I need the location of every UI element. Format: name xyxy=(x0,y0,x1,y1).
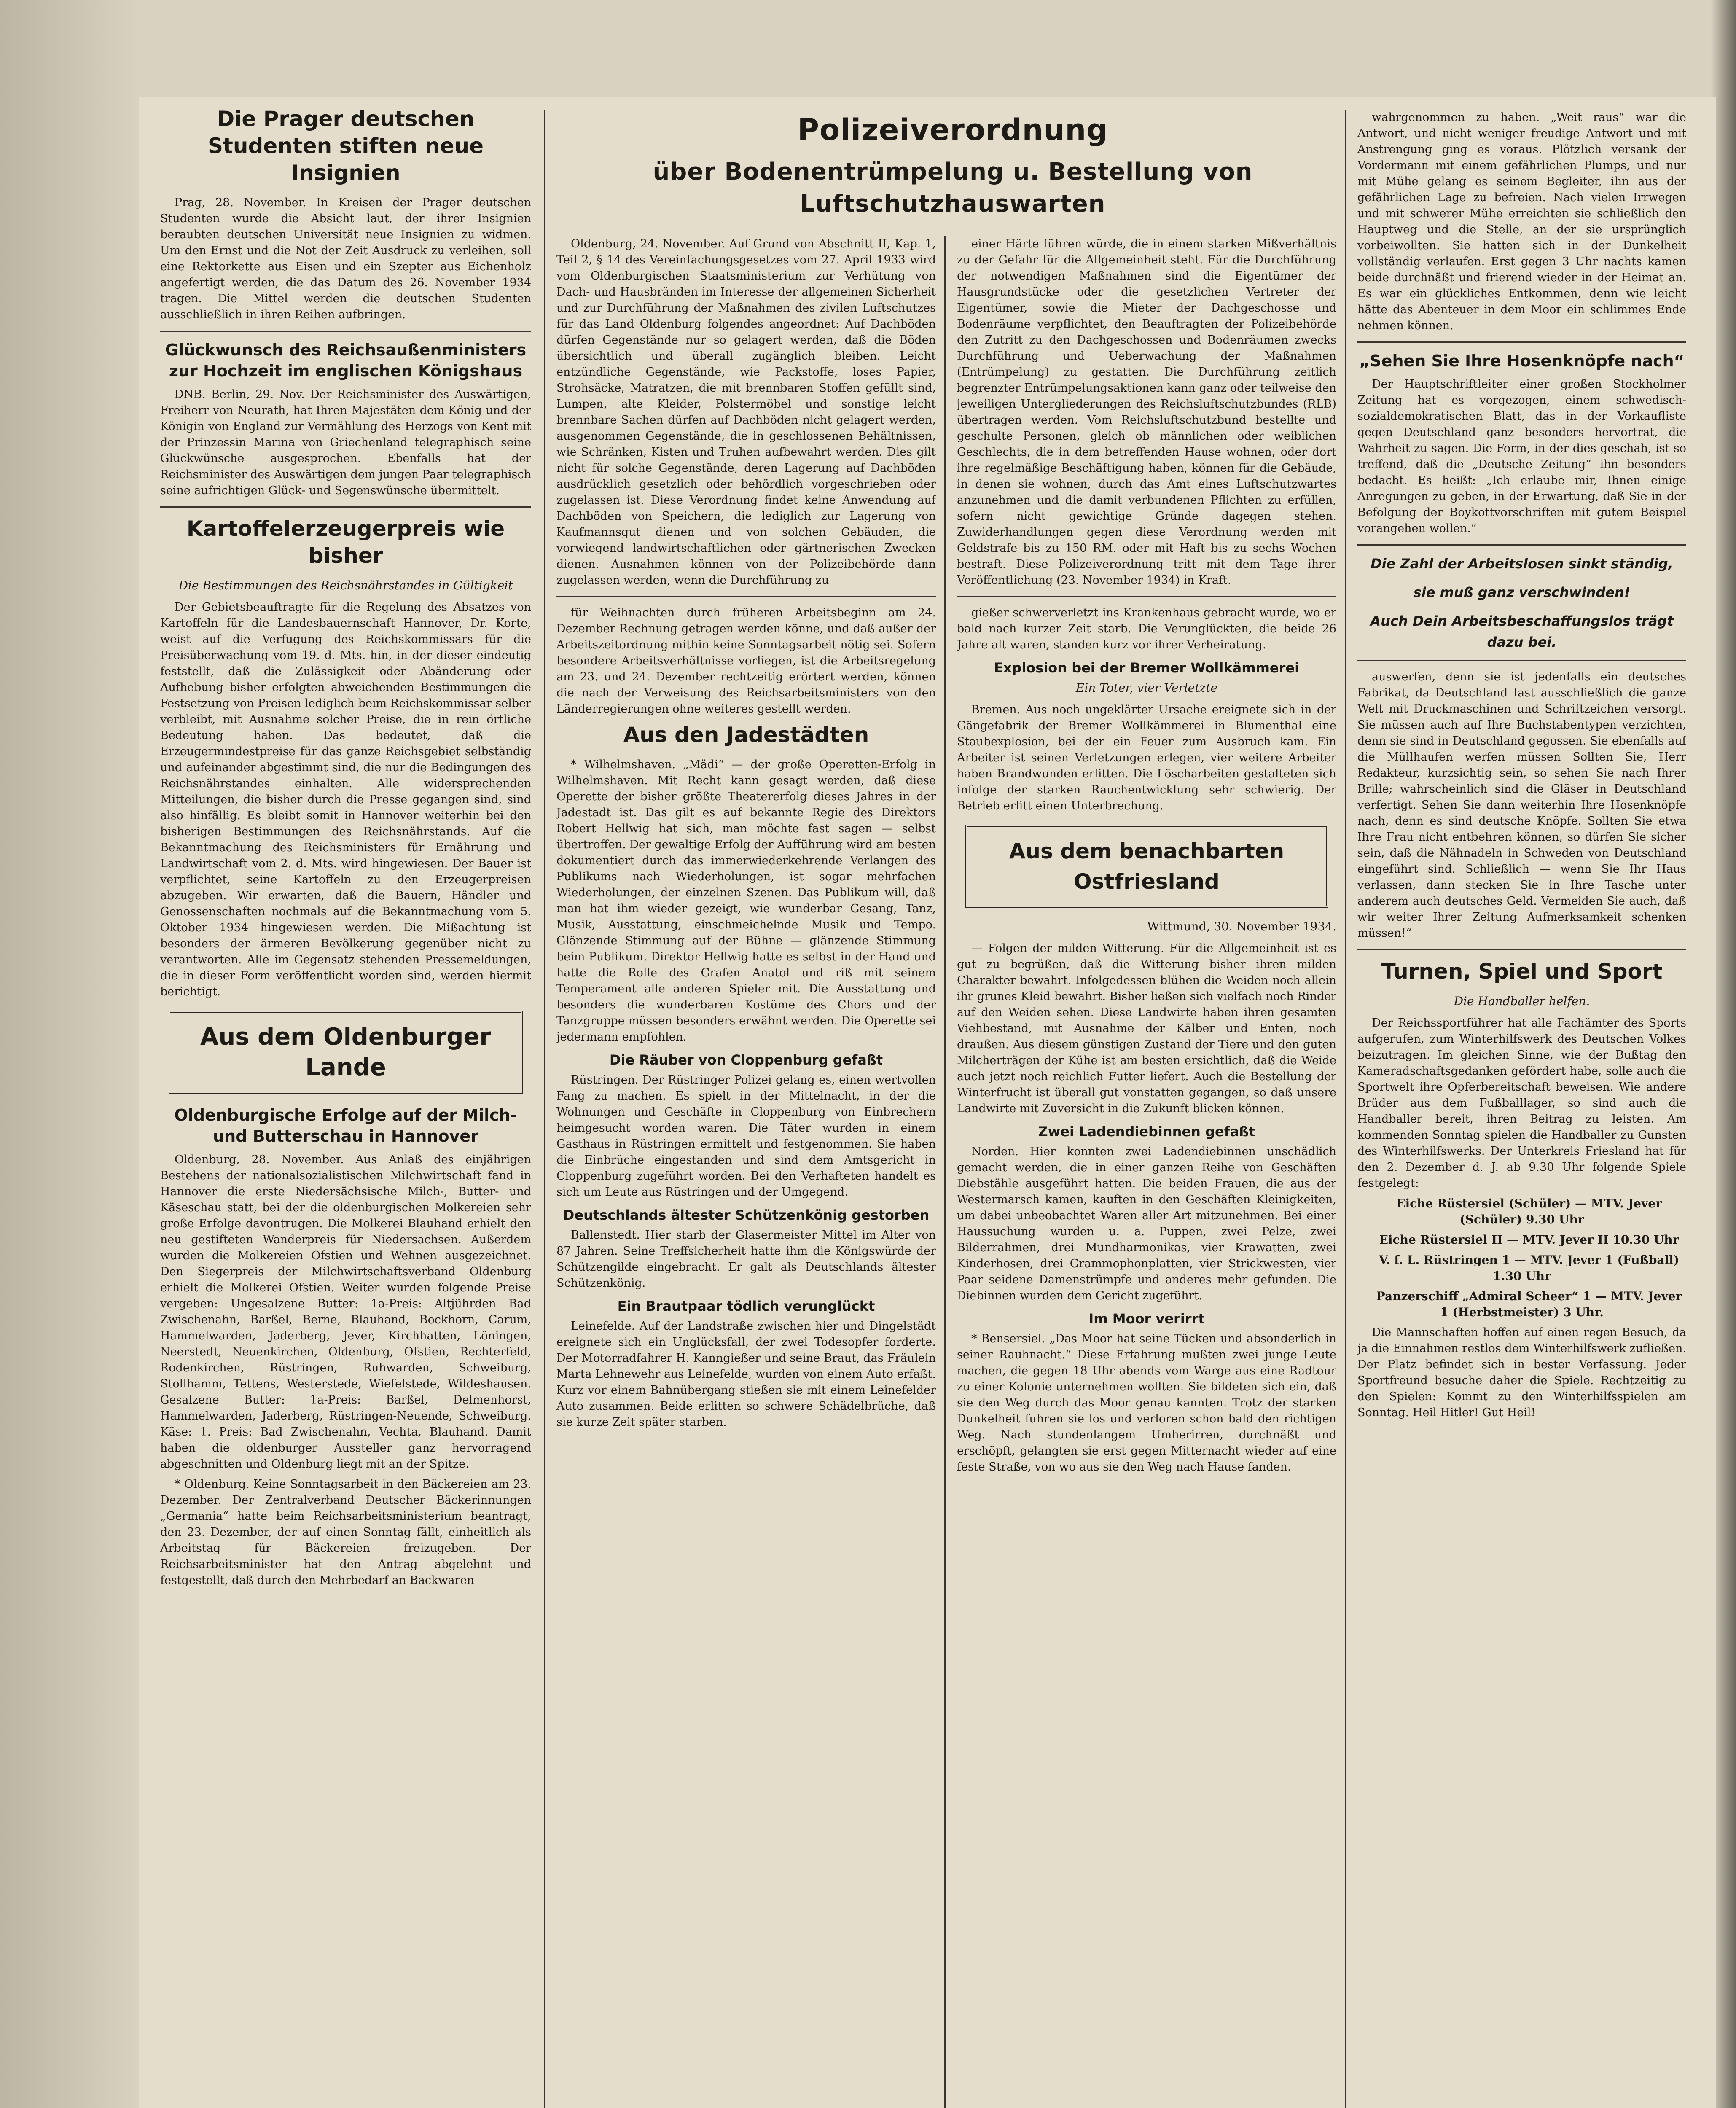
article-text: Der Hauptschriftleiter einer großen Stockholmer Zeitung hat es vorgezogen, einem schwedisch-sozialdemokratischen Blatt, das in der Vorkaufliste gegen Deutschland ganz besonders hervortrat, die Wahrheit zu sagen. Die Form, in der dies geschah, ist so treffend, daß die „Deutsche Zeitung“ ihn besonders bedacht. Es heißt: „Ich erlaube mir, Ihnen einige Anregungen zu geben, in der Erwartung, daß Sie in der Befolgung der Boykottvorschriften mit gutem Beispiel vorangehen wollen.“ xyxy=(1357,378,1686,535)
section-box-title: Aus dem benachbarten Ostfriesland xyxy=(965,825,1328,908)
match-schedule-line: Eiche Rüstersiel (Schüler) — MTV. Jever (Schüler) 9.30 Uhr xyxy=(1396,1197,1662,1226)
divider xyxy=(1357,949,1686,950)
article-text: Prag, 28. November. In Kreisen der Prager deutschen Studenten wurde die Absicht laut, der ihrer Insignien beraubten deutschen Universität neue Insignien zu widmen. Um den Ernst und die Not der Zeit Ausdruck zu verleihen, soll eine Rektorkette aus Eisen und ein Szepter aus Eichenholz angefertigt werden, die das Datum des 26. November 1934 tragen. Die Mittel werden die deutschen Studenten ausschließlich in ihren Reihen aufbringen. xyxy=(160,196,531,321)
column-1 xyxy=(160,101,531,2108)
banner-title-line-1: Polizeiverordnung xyxy=(797,113,1108,147)
column-rule xyxy=(944,236,946,2108)
callout-line: Auch Dein Arbeitsbeschaffungslos trägt dazu bei. xyxy=(1370,613,1674,650)
divider xyxy=(160,506,531,508)
article-text: Leinefelde. Auf der Landstraße zwischen hier und Dingelstädt ereignete sich ein Unglücksfall, der zwei Todesopfer forderte. Der Motorradfahrer H. Kanngießer und seine Braut, das Fräulein Marta Lehnewehr aus Leinefelde, wurden von einem Auto erfaßt. Kurz vor einem Bahnübergang stießen sie mit einem Leinefelder Auto zusammen. Beide erlitten so schwere Schädelbrüche, daß sie kurze Zeit später starben. xyxy=(556,1320,936,1429)
article-title: Oldenburgische Erfolge auf der Milch- und Butterschau in Hannover xyxy=(174,1106,517,1145)
column-3 xyxy=(957,236,1336,2108)
article-text: * Bensersiel. „Das Moor hat seine Tücken und absonderlich in seiner Rauhnacht.“ Diese Erfahrung mußten zwei junge Leute machen, die gegen 18 Uhr abends vom Warge aus eine Radtour zu einer Kolonie unternehmen wollten. Sie bildeten sich ein, daß sie den Weg durch das Moor genau kannten. Trotz der starken Dunkelheit fuhren sie los und verloren schon bald den richtigen Weg. Nach stundenlangem Umherirren, durchnäßt und erschöpft, gelangten sie erst gegen Mitternacht wieder auf eine feste Straße, von wo aus sie den Weg nach Hause fanden. xyxy=(957,1332,1336,1473)
article-text: — Folgen der milden Witterung. Für die Allgemeinheit ist es gut zu begrüßen, daß die Witterung bisher ihren milden Charakter bewahrt. Infolgedessen blühen die Weiden noch allein ihr grünes Kleid bewahrt. Bisher ließen sich vielfach noch Rinder auf den Weiden sehen. Diese Landwirte haben ihren gesamten Viehbestand, mit Ausnahme der Kälber und Enten, noch draußen. Aus diesem günstigen Zustand der Tiere und den guten Milcherträgen der Kühe ist am besten ersichtlich, daß die Weide auch jetzt noch reichlich Futter liefert. Auch die Bestellung der Winterfrucht ist überall gut vonstatten gegangen, so daß unsere Landwirte mit Zuversicht in die Zukunft blicken können. xyxy=(957,942,1336,1115)
article-title: Die Prager deutschen Studenten stiften neue Insignien xyxy=(207,107,484,185)
section-title: Turnen, Spiel und Sport xyxy=(1381,959,1663,984)
page-binding-shadow xyxy=(0,0,139,2108)
divider xyxy=(957,596,1336,597)
match-schedule-line: Eiche Rüstersiel II — MTV. Jever II 10.30 Uhr xyxy=(1379,1233,1679,1247)
divider xyxy=(1357,544,1686,546)
article-text: DNB. Berlin, 29. Nov. Der Reichsminister des Auswärtigen, Freiherr von Neurath, hat Ihren Majestäten dem König und der Königin von England zur Vermählung des Herzogs von Kent mit der Prinzessin Marina von Griechenland telegraphisch seine Glückwünsche ausgesprochen. Ebenfalls hat der Reichsminister des Auswärtigen dem jungen Paar telegraphisch seine aufrichtigen Glück- und Segenswünsche übermittelt. xyxy=(160,388,531,497)
article-subtitle: Ein Toter, vier Verletzte xyxy=(1075,681,1218,695)
divider xyxy=(556,596,936,597)
column-2 xyxy=(556,236,936,2108)
article-text: auswerfen, denn sie ist jedenfalls ein deutsches Fabrikat, da Deutschland fast ausschließlich die ganze Welt mit Druckmaschinen und Schriftzeichen versorgt. Sie müssen auch auf Ihre Buchstabentypen verzichten, denn sie sind in Deutschland gegossen. Sie ebenfalls auf die Müllhaufen werfen müssen Sollten Sie, Herr Redakteur, kurzsichtig sein, so sehen Sie nach Ihrer Brille; wahrscheinlich sind die Gläser in Deutschland verfertigt. Sehen Sie dann weiterhin Ihre Hosenknöpfe nach, denn es sind deutsche Knöpfe. Sollten Sie etwa Ihre Frau nicht entbehren können, so dürfen Sie sicher sein, daß die Nähnadeln in Schweden von Deutschland eingeführt sind. Schließlich — wenn Sie Ihr Haus verlassen, dann stecken Sie in Ihre Tasche unter anderem auch deutsches Geld. Vermeiden Sie auch, daß wir weiter Ihrer Zeitung Aufmerksamkeit schenken müssen!“ xyxy=(1357,670,1686,940)
article-title: Zwei Ladendiebinnen gefaßt xyxy=(1038,1124,1255,1140)
article-text: für Weihnachten durch früheren Arbeitsbeginn am 24. Dezember Rechnung getragen werden könne, und daß außer der Arbeitszeitordnung mithin keine Sonntagsarbeit nötig sei. Sofern besondere Arbeitsverhältnisse vorliegen, ist die Arbeitsregelung am 23. und 24. Dezember rechtzeitig erörtert werden, können die nach der Verweisung des Reichsarbeitsministers von den Länderregierungen ohne weiteres gestellt werden. xyxy=(556,606,936,715)
divider xyxy=(160,331,531,332)
article-subtitle: Die Handballer helfen. xyxy=(1454,994,1590,1008)
match-schedule-line: Panzerschiff „Admiral Scheer“ 1 — MTV. Jever 1 (Herbstmeister) 3 Uhr. xyxy=(1376,1289,1682,1319)
divider xyxy=(1357,341,1686,343)
article-title: Im Moor verirrt xyxy=(1088,1311,1205,1327)
banner-title-line-2: über Bodenentrümpelung u. Bestellung von Luftschutzhauswarten xyxy=(653,158,1253,218)
article-text: Ballenstedt. Hier starb der Glasermeister Mittel im Alter von 87 Jahren. Seine Treffsicherheit hatte ihm die Königswürde der Schützengilde eingebracht. Er galt als Deutschlands ältester Schützenkönig. xyxy=(556,1229,936,1290)
article-text: Die Mannschaften hoffen auf einen regen Besuch, da ja die Einnahmen restlos dem Winterhilfswerk zufließen. Der Platz befindet sich in bester Verfassung. Jeder Sportfreund besuche daher die Spiele. Rechtzeitig zu den Spielen: Kommt zu den Winterhilfsspielen am Sonntag. Heil Hitler! Gut Heil! xyxy=(1357,1326,1686,1419)
section-title: Aus den Jadestädten xyxy=(623,723,869,747)
article-title: Kartoffelerzeugerpreis wie bisher xyxy=(186,516,505,568)
divider xyxy=(1357,660,1686,661)
article-subtitle: Die Bestimmungen des Reichsnährstandes in Gültigkeit xyxy=(178,578,513,592)
column-rule xyxy=(1345,110,1346,2108)
article-text: gießer schwerverletzt ins Krankenhaus gebracht wurde, wo er bald nach kurzer Zeit starb. Die Verunglückten, die beide 26 Jahre alt waren, standen kurz vor ihrer Verheiratung. xyxy=(957,606,1336,651)
article-text: Norden. Hier konnten zwei Ladendiebinnen unschädlich gemacht werden, die in einer ganzen Reihe von Geschäften Diebstähle ausgeführt hatten. Die beiden Frauen, die aus der Westermarsch kamen, kauften in den Geschäften Kleinigkeiten, um dabei unbeobachtet Waren aller Art mitzunehmen. Bei einer Haussuchung wurden u. a. Puppen, zwei Pelze, zwei Bilderrahmen, drei Mundharmonikas, vier Krawatten, zwei Kinderhosen, drei Grammophonplatten, vier Strickwesten, vier Paar seidene Damenstrümpfe und anderes mehr gefunden. Die Diebinnen wurden dem Gericht zugeführt. xyxy=(957,1145,1336,1302)
article-text: wahrgenommen zu haben. „Weit raus“ war die Antwort, und nicht weniger freudige Antwort und mit Anstrengung ging es voraus. Plötzlich versank der Vordermann mit einem gefährlichen Plumps, und nur mit Mühe gelang es seinem Begleiter, ihn aus der gefährlichen Lage zu befreien. Nach vielen Irrwegen und mit schwerer Mühe erreichten sie schließlich den Hauptweg und die Stelle, an der sie ursprünglich vorbeiwollten. Sie hatten sich in der Dunkelheit vollständig verlaufen. Erst gegen 3 Uhr nachts kamen beide durchnäßt und frierend wieder in der Heimat an. Es war ein glückliches Entkommen, denn wie leicht hätte das Abenteuer in dem Moor ein schlimmes Ende nehmen können. xyxy=(1357,111,1686,332)
callout-line: sie muß ganz verschwinden! xyxy=(1413,584,1631,600)
dateline: Wittmund, 30. November 1934. xyxy=(1147,920,1336,933)
article-title: Die Räuber von Cloppenburg gefaßt xyxy=(609,1052,883,1068)
article-text: * Oldenburg. Keine Sonntagsarbeit in den Bäckereien am 23. Dezember. Der Zentralverband Deutscher Bäckerinnungen „Germania“ hatte beim Reichsarbeitsministerium beantragt, den 23. Dezember, der auf einen Sonntag fällt, einheitlich als Arbeitstag für Bäckereien freizugeben. Der Reichsarbeitsminister hat den Antrag abgelehnt und festgestellt, daß durch den Mehrbedarf an Backwaren xyxy=(160,1478,531,1587)
article-text: Der Gebietsbeauftragte für die Regelung des Absatzes von Kartoffeln für die Landesbauernschaft Hannover, Dr. Korte, weist auf die Verfügung des Reichskommissars für die Preisüberwachung vom 19. d. Mts. hin, in der dieser eindeutig feststellt, daß die Zulässigkeit oder Abänderung oder Aufhebung bisher erfolgten abweichenden Bestimmungen die Festsetzung von Preisen lediglich beim Reichskommissar selber verbleibt, mit Ausnahme solcher Preise, die in rein örtliche Bedeutung haben. Das bedeutet, daß die Erzeugermindestpreise für das ganze Reichsgebiet selbständig und aufeinander abgestimmt sind, die nur die Bedingungen des Reichsnährstandes einhalten. Alle widersprechenden Mitteilungen, die bisher durch die Presse gegangen sind, sind also hinfällig. Es bleibt somit in Hannover weiterhin bei den bisherigen Bestimmungen des Reichsnährstands. Auf die Bekanntmachung des Reichsministers für Ernährung und Landwirtschaft vom 2. d. Mts. wird hingewiesen. Der Bauer ist verpflichtet, seine Kartoffeln zu den Erzeugerpreisen abzugeben. Wir erwarten, daß die Bauern, Händler und Genossenschaften nochmals auf die Bekanntmachung vom 5. Oktober 1934 hingewiesen werden. Die Mißachtung ist besonders der ärmeren Bevölkerung gegenüber nicht zu verantworten. Alle im Gegensatz stehenden Pressemeldungen, die in dieser Form veröffentlicht worden sind, werden hiermit berichtigt. xyxy=(160,601,531,998)
column-4 xyxy=(1357,110,1686,2108)
article-text: Bremen. Aus noch ungeklärter Ursache ereignete sich in der Gängefabrik der Bremer Wollkämmerei in Blumenthal eine Staubexplosion, bei der ein Feuer zum Ausbruch kam. Ein Arbeiter ist seinen Verletzungen erlegen, vier weitere Arbeiter haben Brandwunden erlitten. Die Löscharbeiten gestalteten sich infolge der starken Rauchentwicklung sehr schwierig. Der Betrieb erlitt einen Unterbrechung. xyxy=(957,703,1336,812)
article-title: Deutschlands ältester Schützenkönig gestorben xyxy=(563,1207,930,1223)
section-box-title: Aus dem Oldenburger Lande xyxy=(169,1011,523,1094)
match-schedule-line: V. f. L. Rüstringen 1 — MTV. Jever 1 (Fußball) 1.30 Uhr xyxy=(1379,1253,1680,1283)
article-title: „Sehen Sie Ihre Hosenknöpfe nach“ xyxy=(1359,352,1685,370)
article-text: Oldenburg, 28. November. Aus Anlaß des einjährigen Bestehens der nationalsozialistischen Milchwirtschaft fand in Hannover die erste Niedersächsische Milch-, Butter- und Käseschau statt, bei der die oldenburgischen Molkereien sehr große Erfolge davontrugen. Die Molkerei Blauhand erhielt den neu gestifteten Wanderpreis für Niedersachsen. Außerdem wurden die Molkereien Ofstien und Wehnen ausgezeichnet. Den Siegerpreis der Milchwirtschaftsverband Oldenburg erhielt die Molkerei Ofstien. Weiter wurden folgende Preise vergeben: Ungesalzene Butter: 1a-Preis: Altjührden Bad Zwischenahn, Barßel, Berne, Blauhand, Bockhorn, Carum, Hammelwarden, Jaderberg, Jever, Kirchhatten, Löningen, Neerstedt, Neuenkirchen, Oldenburg, Ofstien, Rechterfeld, Rodenkirchen, Rüstringen, Ruhwarden, Schweiburg, Stollhamm, Tettens, Westerstede, Wiefelstede, Wildeshausen. Gesalzene Butter: 1a-Preis: Barßel, Delmenhorst, Hammelwarden, Jaderberg, Rüstringen-Neuende, Schweiburg. Käse: 1. Preis: Bad Zwischenahn, Vechta, Blauhand. Damit haben die oldenburger Aussteller ganz hervorragend abgeschnitten und Oldenburg liegt mit an der Spitze. xyxy=(160,1153,531,1471)
article-text: * Wilhelmshaven. „Mädi“ — der große Operetten-Erfolg in Wilhelmshaven. Mit Recht kann gesagt werden, daß diese Operette der bisher größte Theatererfolg dieses Jahres in der Jadestadt ist. Das gilt es auf bekannte Regie des Direktors Robert Hellwig hat sich, man möchte fast sagen — selbst übertroffen. Der gewaltige Erfolg der Aufführung wird am besten dokumentiert durch das immerwiederkehrende Verlangen des Publikums nach Wiederholungen, ist sogar mehrfachen Wiederholungen, der einzelnen Szenen. Das Publikum will, daß man hat ihm wieder gezeigt, wie wunderbar Gesang, Tanz, Musik, Ausstattung, einschmeichelnde Musik und Tempo. Glänzende Stimmung auf der Bühne — glänzende Stimmung beim Publikum. Direktor Hellwig hatte es selbst in der Hand und hatte die Rolle des Grafen Anatol und riß mit seinem Temperament alle anderen Spieler mit. Die Ausstattung und besonders die wunderbaren Kostüme des Chors und der Tanzgruppe müssen besonders erwähnt werden. Die Operette sei jedermann empfohlen. xyxy=(556,758,936,1043)
article-title: Ein Brautpaar tödlich verunglückt xyxy=(617,1298,875,1314)
article-text: Rüstringen. Der Rüstringer Polizei gelang es, einen wertvollen Fang zu machen. Es spielt in der Mittelnacht, in der die Wohnungen und Geschäfte in Cloppenburg von Einbrechern heimgesucht worden waren. Die Täter wurden in einem Gasthaus in Rüstringen ermittelt und festgenommen. Sie haben die Einbrüche eingestanden und sind dem Amtsgericht in Cloppenburg zugeführt worden. Bei den Verhafteten handelt es sich um Leute aus Rüstringen und der Umgegend. xyxy=(556,1073,936,1199)
article-text: Der Reichssportführer hat alle Fachämter des Sports aufgerufen, zum Winterhilfswerk des Deutschen Volkes beizutragen. Im gleichen Sinne, wie der Bußtag den Kameradschaftsgedanken gefördert habe, solle auch die Sportwelt ihre Opferbereitschaft beweisen. Wie andere Brüder aus dem Fußballlager, so sind auch die Handballer bereit, ihren Beitrag zu leisten. Am kommenden Sonntag spielen die Handballer zu Gunsten des Winterhilfswerks. Der Unterkreis Friesland hat für den 2. Dezember d. J. ab 9.30 Uhr folgende Spiele festgelegt: xyxy=(1357,1016,1686,1190)
article-title: Glückwunsch des Reichsaußenministers zur Hochzeit im englischen Königshaus xyxy=(165,341,527,380)
article-title: Explosion bei der Bremer Wollkämmerei xyxy=(994,660,1300,676)
column-rule xyxy=(544,110,545,2108)
callout-line: Die Zahl der Arbeitslosen sinkt ständig, xyxy=(1371,556,1673,572)
article-text: einer Härte führen würde, die in einem starken Mißverhältnis zu der Gefahr für die Allgemeinheit steht. Für die Durchführung der notwendigen Maßnahmen sind die Eigentümer der Hausgrundstücke oder die gesetzlichen Vertreter der Eigentümer, sowie die Mieter der Dachgeschosse und Bodenräume verpflichtet, den Beauftragten der Polizeibehörde den Zutritt zu den Dachgeschossen und Bodenräumen zwecks Durchführung und Ueberwachung der Maßnahmen (Entrümpelung) zu gestatten. Die Durchführung zeitlich begrenzter Entrümpelungsaktionen kann ganz oder teilweise den jeweiligen Untergliederungen des Reichsluftschutzbundes (RLB) übertragen werden. Vom Reichsluftschutzbund bestellte und geschulte Personen, gleich ob männlichen oder weiblichen Geschlechts, die in dem betreffenden Hause wohnen, oder dort ihre regelmäßige Beschäftigung haben, können für die Gebäude, in denen sie wohnen, durch das Amt eines Luftschutzwartes anzunehmen und die damit verbundenen Pflichten zu erfüllen, sofern nicht gewichtige Gründe dagegen stehen. Zuwiderhandlungen gegen diese Verordnung werden mit Geldstrafe bis zu 150 RM. oder mit Haft bis zu sechs Wochen bestraft. Diese Polizeiverordnung tritt mit dem Tage ihrer Veröffentlichung (23. November 1934) in Kraft. xyxy=(957,237,1336,587)
banner-headline xyxy=(556,110,1349,230)
article-text: Oldenburg, 24. November. Auf Grund von Abschnitt II, Kap. 1, Teil 2, § 14 des Vereinfachungsgesetzes vom 27. April 1933 wird vom Oldenburgischen Staatsministerium zur Verhütung von Dach- und Hausbränden im Interesse der allgemeinen Sicherheit und zur Durchführung der Maßnahmen des zivilen Luftschutzes für das Land Oldenburg folgendes angeordnet: Auf Dachböden dürfen Gegenstände nur so gelagert werden, daß die Böden übersichtlich und überall zugänglich bleiben. Leicht entzündliche Gegenstände, wie Packstoffe, loses Papier, Strohsäcke, Matratzen, die mit brennbaren Stoffen gefüllt sind, Lumpen, alte Kleider, Polstermöbel und sonstige leicht brennbare Sachen dürfen auf Dachböden nicht gelagert werden, ausgenommen Gegenstände, die in geschlossenen Behältnissen, wie Schränken, Kisten und Truhen aufbewahrt werden. Dies gilt nicht für solche Gegenstände, deren Lagerung auf Dachböden ausdrücklich gesetzlich oder behördlich vorgeschrieben oder zugelassen ist. Diese Verordnung findet keine Anwendung auf Dachböden von Speichern, die lediglich zur Lagerung von Kaufmannsgut dienen und von solchen Gebäuden, die vorwiegend landwirtschaftlichen oder gärtnerischen Zwecken dienen. Ausnahmen können von der Polizeibehörde dann zugelassen werden, wenn die Durchführung zu xyxy=(556,237,936,587)
